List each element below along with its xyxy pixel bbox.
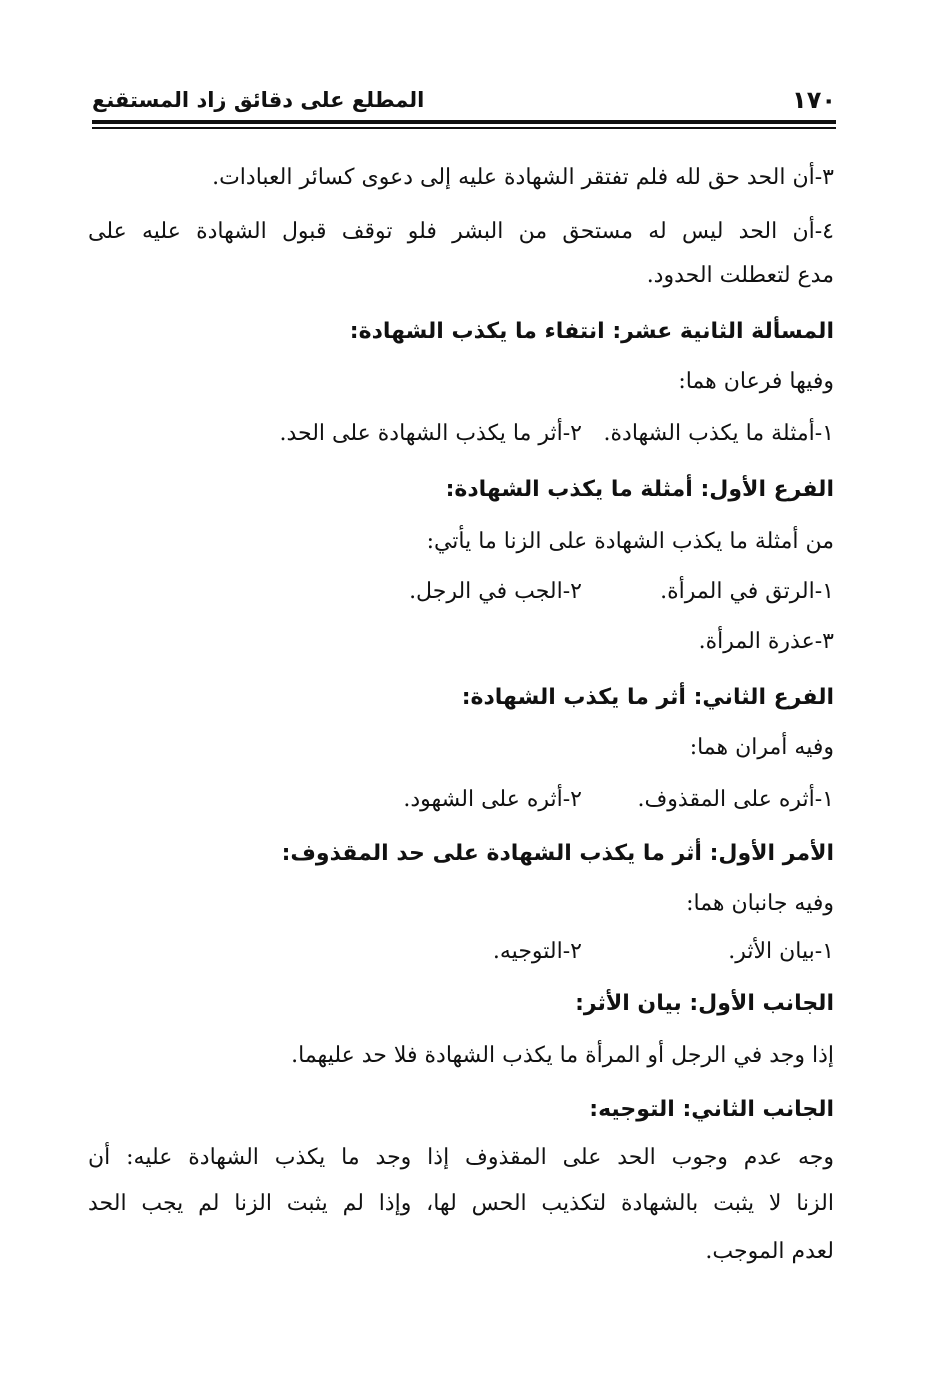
list-item: ٣-عذرة المرأة.: [698, 629, 834, 654]
paragraph-line: الزنا لا يثبت بالشهادة لتكذيب الحس لها، وإذا لم يثبت الزنا لم يجب الحد: [88, 1191, 834, 1216]
paragraph-line: لعدم الموجب.: [705, 1239, 834, 1264]
section-heading: الفرع الثاني: أثر ما يكذب الشهادة:: [461, 685, 834, 710]
list-item: ٢-أثره على الشهود.: [403, 787, 582, 812]
paragraph-line: ٤-أن الحد ليس له مستحق من البشر فلو توقف قبول الشهادة عليه على: [88, 219, 834, 244]
page-header: [92, 86, 836, 120]
list-item: ١-أمثلة ما يكذب الشهادة.: [603, 421, 834, 446]
header-rule-thick: [92, 120, 836, 124]
list-item: ١-أثره على المقذوف.: [637, 787, 834, 812]
paragraph-line: وفيها فرعان هما:: [678, 369, 834, 394]
section-heading: الجانب الثاني: التوجيه:: [589, 1097, 834, 1122]
paragraph-line: مدع لتعطلت الحدود.: [646, 263, 834, 288]
paragraph-line: ٣-أن الحد حق لله فلم تفتقر الشهادة عليه إلى دعوى كسائر العبادات.: [212, 165, 834, 190]
section-heading: المسألة الثانية عشر: انتفاء ما يكذب الشهادة:: [349, 319, 834, 344]
paragraph-line: وفيه أمران هما:: [689, 735, 834, 760]
list-item: ١-بيان الأثر.: [728, 939, 834, 964]
paragraph-line: وفيه جانبان هما:: [686, 891, 834, 916]
running-title: المطلع على دقائق زاد المستقنع: [92, 88, 425, 112]
section-heading: الأمر الأول: أثر ما يكذب الشهادة على حد المقذوف:: [281, 841, 834, 866]
paragraph-line: وجه عدم وجوب الحد على المقذوف إذا وجد ما يكذب الشهادة عليه: أن: [88, 1145, 834, 1170]
list-item: ٢-التوجيه.: [492, 939, 582, 964]
paragraph-line: إذا وجد في الرجل أو المرأة ما يكذب الشهادة فلا حد عليهما.: [291, 1043, 834, 1068]
list-item: ٢-أثر ما يكذب الشهادة على الحد.: [279, 421, 582, 446]
section-heading: الجانب الأول: بيان الأثر:: [575, 991, 834, 1016]
section-heading: الفرع الأول: أمثلة ما يكذب الشهادة:: [445, 477, 834, 502]
list-item: ٢-الجب في الرجل.: [409, 579, 582, 604]
paragraph-line: من أمثلة ما يكذب الشهادة على الزنا ما يأتي:: [426, 529, 834, 554]
list-item: ١-الرتق في المرأة.: [660, 579, 834, 604]
page-number: ١٧٠: [792, 86, 836, 114]
header-rule-thin: [92, 127, 836, 129]
